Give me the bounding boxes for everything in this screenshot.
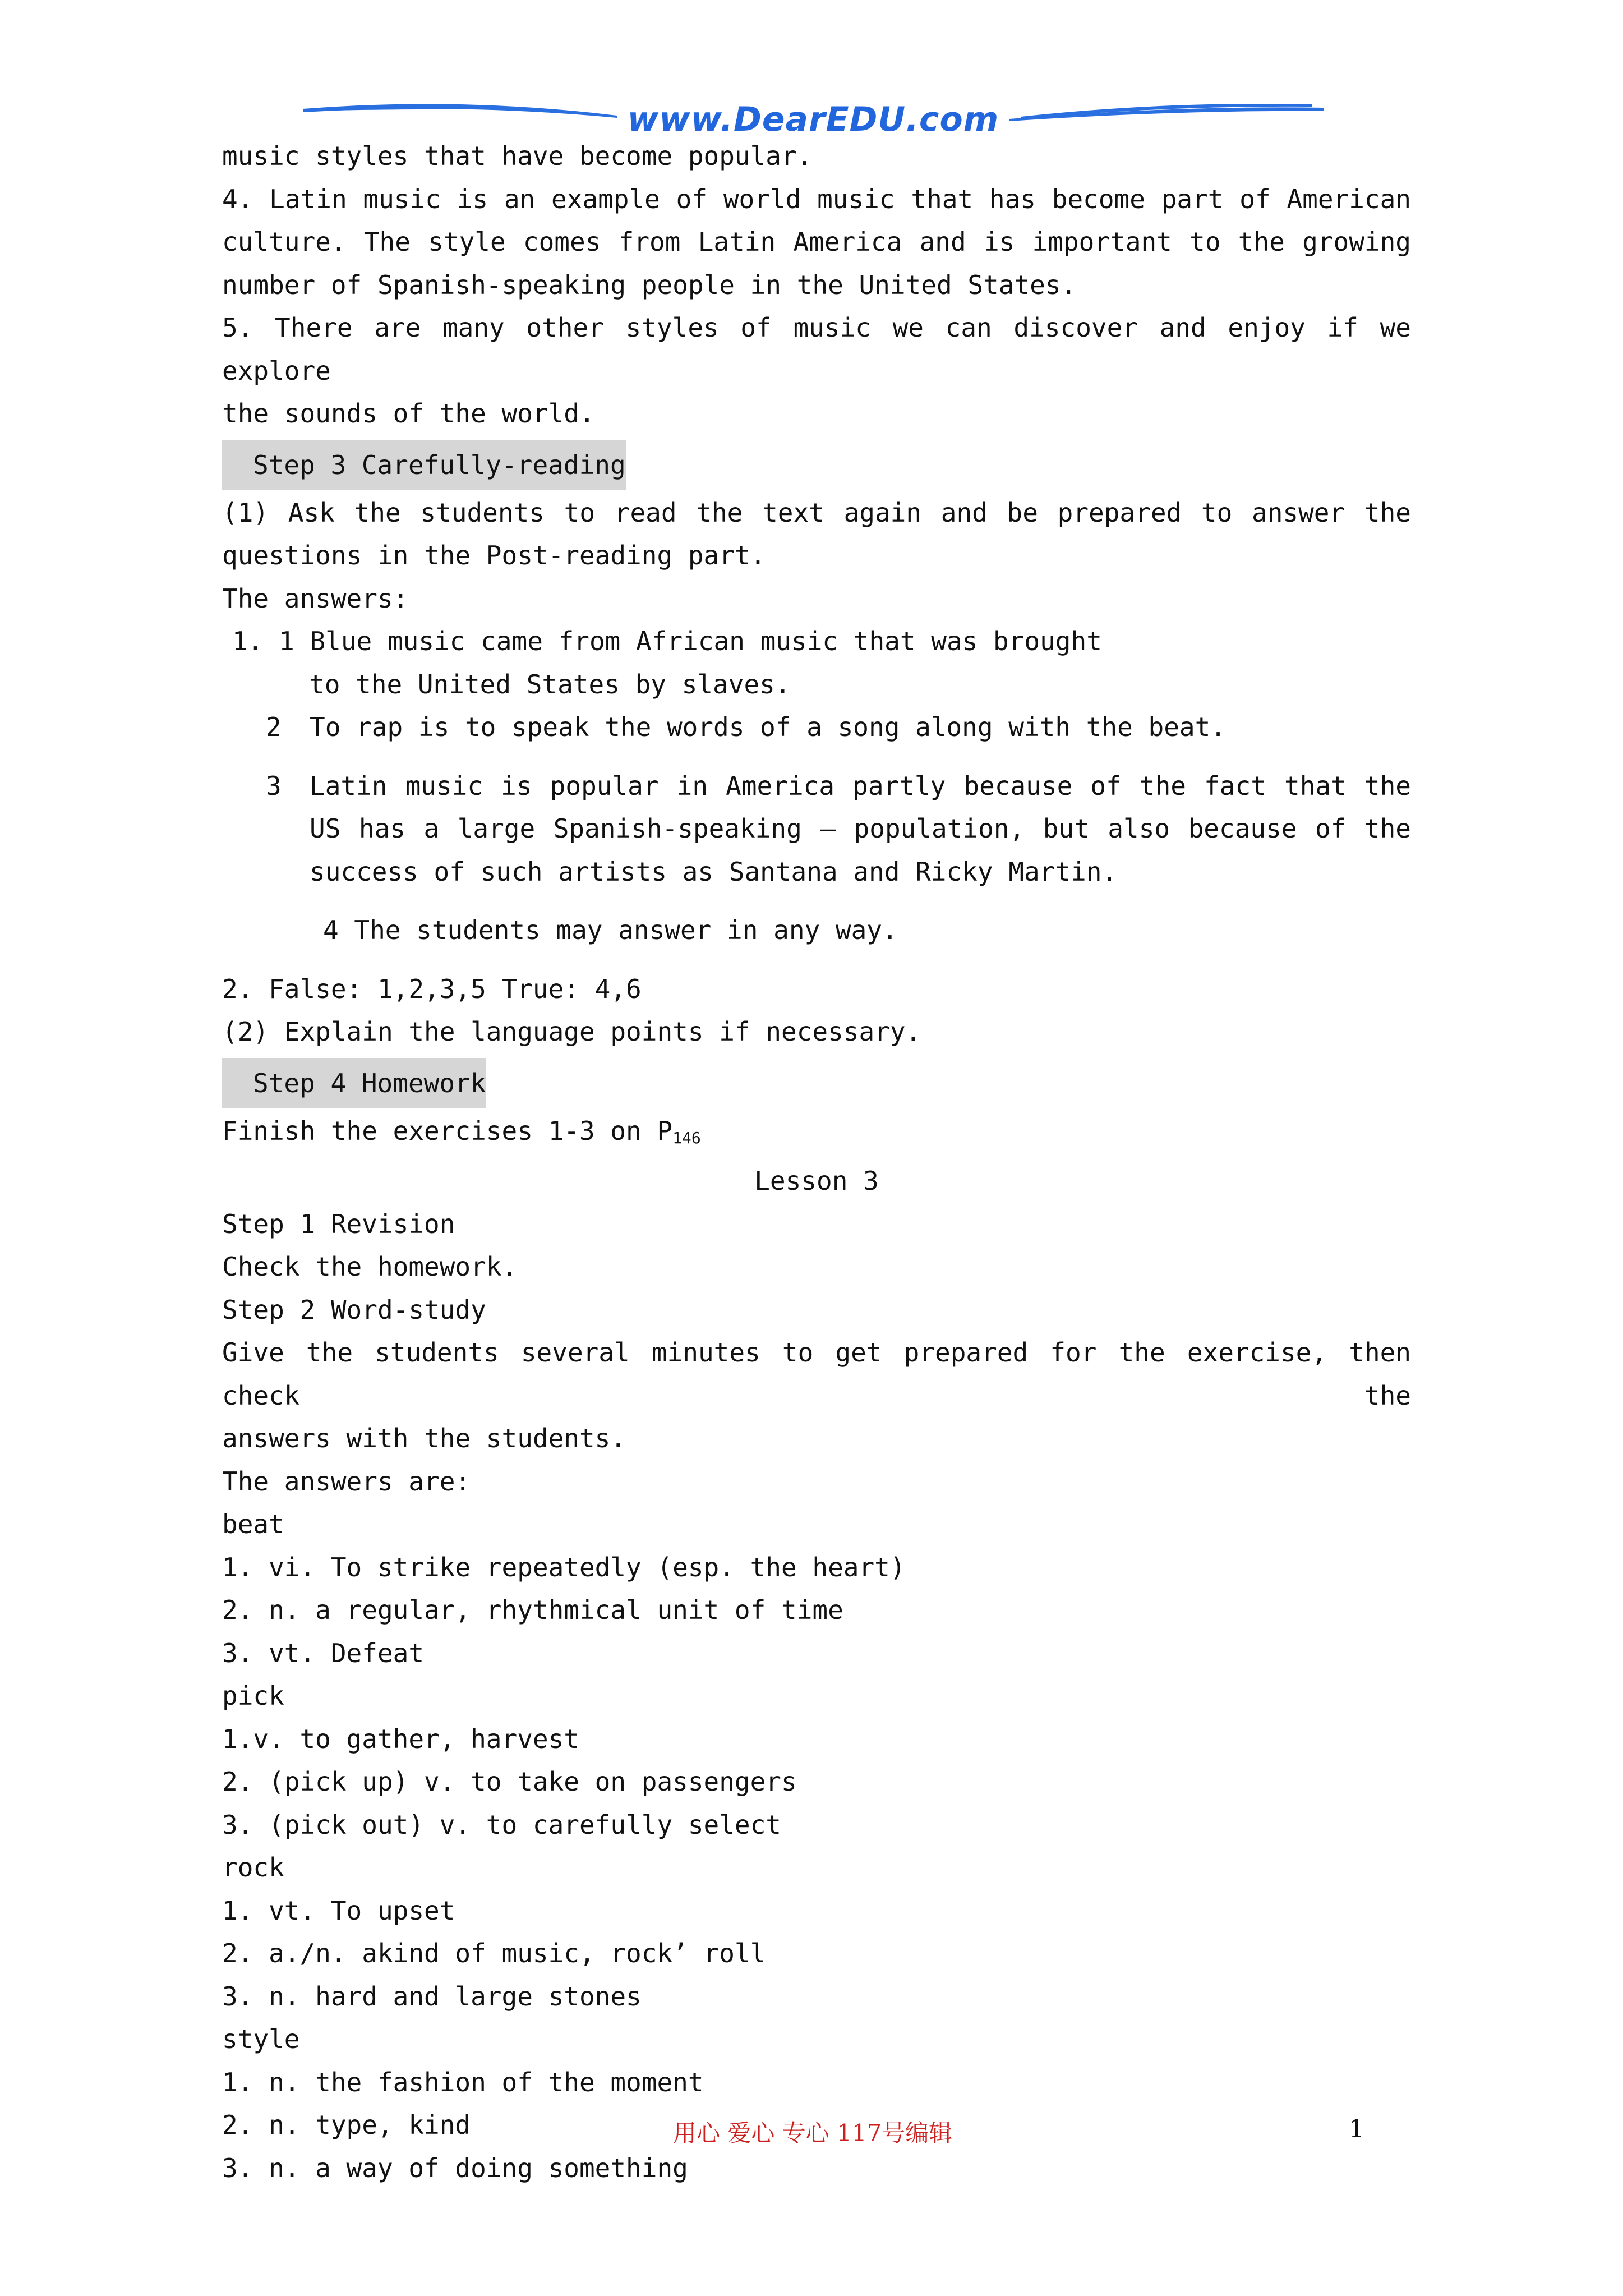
header-logo-text: www.DearEDU.com	[627, 100, 999, 139]
vocab-definition: 3. n. a way of doing something	[222, 2152, 688, 2183]
text-line: number of Spanish-speaking people in the United States.	[222, 269, 1077, 300]
text-line: Step 1 Revision	[222, 1208, 455, 1239]
text-line: The answers are:	[222, 1466, 471, 1497]
page-footer	[0, 2115, 1623, 2154]
text-line: 4. Latin music is an example of world music that has become part of American	[222, 183, 1411, 214]
text-line: Give the students several minutes to get prepared for the exercise, then check the	[222, 1337, 1411, 1411]
homework-page-subscript: 146	[672, 1128, 701, 1147]
answer-item	[222, 706, 1411, 749]
vocab-definition: 3. vt. Defeat	[222, 1637, 425, 1668]
section-heading-step3: Step 3 Carefully-reading	[222, 440, 626, 490]
text-line: music styles that have become popular.	[222, 141, 813, 171]
answer-item: 4 The students may answer in any way.	[323, 915, 898, 945]
answer-number: 2	[266, 712, 282, 742]
homework-text: Finish the exercises 1-3 on P	[222, 1115, 673, 1146]
vocab-definition: 1. vi. To strike repeatedly (esp. the heart)	[222, 1552, 906, 1582]
answer-text: To rap is to speak the words of a song along with the beat.	[310, 712, 1226, 742]
text-line: The answers:	[222, 583, 409, 614]
lesson-title: Lesson 3	[754, 1166, 879, 1196]
answer-text: Latin music is popular in America partly because of the fact that the US has a large Spanish-speaking – population, but also because of the success of such artists as Santana and Ricky Martin.	[310, 770, 1411, 887]
answer-item: 1. 1 Blue music came from African music that was brought	[232, 626, 1102, 656]
document-body	[222, 135, 1411, 2189]
text-line: culture. The style comes from Latin America and is important to the growing	[222, 227, 1411, 257]
vocab-definition: 2. (pick up) v. to take on passengers	[222, 1766, 797, 1797]
text-line: 2. False: 1,2,3,5 True: 4,6	[222, 973, 642, 1004]
vocab-definition: 3. n. hard and large stones	[222, 1981, 642, 2012]
vocab-word: rock	[222, 1852, 284, 1883]
vocab-word: style	[222, 2024, 300, 2054]
vocabulary-list	[222, 1503, 1411, 2189]
text-line: 5. There are many other styles of music we can discover and enjoy if we explore	[222, 312, 1411, 386]
answer-item	[222, 765, 1411, 894]
text-line: answers with the students.	[222, 1423, 626, 1453]
vocab-definition: 1. vt. To upset	[222, 1895, 455, 1926]
vocab-definition: 3. (pick out) v. to carefully select	[222, 1809, 781, 1840]
answer-number: 3	[266, 770, 282, 801]
vocab-definition: 1. n. the fashion of the moment	[222, 2067, 704, 2097]
vocab-word: beat	[222, 1509, 284, 1539]
text-line: (2) Explain the language points if necessary.	[222, 1016, 921, 1047]
footer-slogan: 用心 爱心 专心 117号编辑	[673, 2119, 953, 2147]
text-line: Check the homework.	[222, 1251, 518, 1282]
vocab-definition: 2. n. a regular, rhythmical unit of time	[222, 1595, 843, 1625]
vocab-word: pick	[222, 1681, 284, 1711]
vocab-definition: 1.v. to gather, harvest	[222, 1723, 579, 1754]
text-line: questions in the Post-reading part.	[222, 540, 766, 570]
page-number: 1	[1349, 2115, 1364, 2143]
section-heading-step4: Step 4 Homework	[222, 1058, 486, 1108]
text-line: Step 2 Word-study	[222, 1294, 486, 1325]
answer-item-continuation: to the United States by slaves.	[309, 669, 791, 700]
text-line: the sounds of the world.	[222, 398, 595, 429]
vocab-definition: 2. n. type, kind	[222, 2110, 471, 2140]
text-line: (1) Ask the students to read the text again and be prepared to answer the	[222, 497, 1411, 528]
vocab-definition: 2. a./n. akind of music, rock’ roll	[222, 1938, 766, 1968]
homework-line	[222, 1110, 1411, 1160]
